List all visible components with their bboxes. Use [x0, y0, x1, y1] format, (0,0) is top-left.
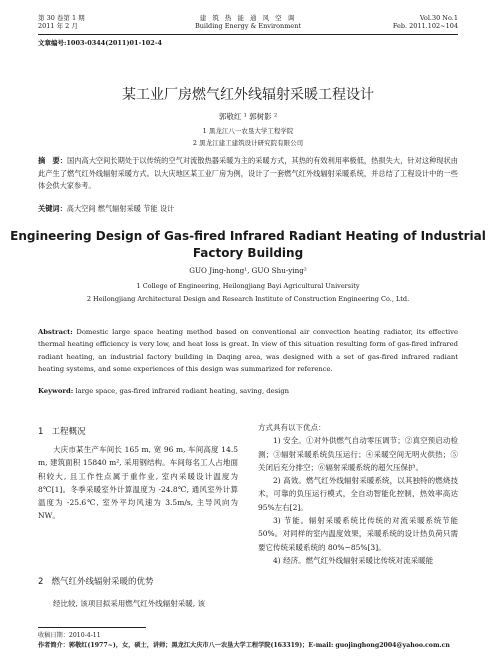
- header-rule: [38, 34, 458, 35]
- affiliation-en-1: 1 College of Engineering, Heilongjiang Bayi Agricultural University: [136, 282, 360, 290]
- advantage-energy-saving: 3) 节能。辐射采暖系统比传统的对流采暖系统节能 50%。对同样的室内温度效果，采暖系统的设计热负荷只需要它传统采暖系统的 80%~85%[3]。: [258, 516, 458, 552]
- section-1-heading: [38, 425, 86, 437]
- keywords-en: [38, 387, 458, 395]
- authors-zh: 郭敬红 ¹ 郭树影 ²: [218, 112, 278, 121]
- article-number: 文章编号:1003-0344(2011)01-102-4: [38, 39, 163, 47]
- authors-en: GUO Jing-hong¹, GUO Shu-ying²: [189, 266, 307, 275]
- paper-title-en-line2: Factory Building: [192, 246, 304, 260]
- section-1-title: 工程概况: [51, 427, 86, 437]
- section-1-number: 1: [38, 427, 44, 437]
- right-column: [258, 421, 458, 567]
- volume-issue: 第 30 卷第 1 期: [38, 14, 85, 22]
- affiliation-zh-1: 1 黑龙江八一农垦大学工程学院: [202, 127, 294, 135]
- advantage-efficiency: 2) 高效。燃气红外线辐射采暖系统，以其独特的燃烧技术，可靠的负压运行模式，全自动智能化控制，热效率高达 95%左右[2]。: [258, 476, 458, 512]
- issue-date: 2011 年 2 月: [38, 22, 78, 30]
- section-1-body: [38, 443, 238, 523]
- journal-volume-info: [38, 14, 85, 30]
- abstract-en-text: Domestic large space heating method based on conventional air convection heating radiator, its effective thermal heating efficiency is very low, and heat loss is great. In view of this situation resulting form of gas-fired infrared radiant heating, an industrial factory building in Daqing area, was designed with a set of gas-fired infrared radiant heating systems, and some experiences of this design was summarized for reference.: [38, 328, 458, 373]
- advantages-intro: 方式具有以下优点：: [258, 423, 326, 432]
- volume-issue-en: Vol.30 No.1: [419, 14, 458, 22]
- abstract-zh: [38, 155, 458, 193]
- keywords-zh-text: 高大空间 燃气辐射采暖 节能 设计: [66, 204, 175, 213]
- paper-title-en: [0, 228, 496, 262]
- journal-name-en: Building Energy & Environment: [194, 22, 302, 30]
- abstract-en-label: Abstract:: [38, 328, 73, 336]
- paper-title-en-line1: Engineering Design of Gas-fired Infrared Radiant Heating of Industrial: [10, 229, 486, 243]
- footnote-rule: [38, 627, 146, 628]
- advantage-safety: 1) 安全。①对外供燃气自动零压调节；②真空预启动检测；③辐射采暖系统负压运行；④采暖空间无明火供热；⑤关闭后充分排空；⑥辐射采暖系统的超欠压保护。: [258, 436, 458, 472]
- affiliation-zh-2: 2 黑龙江建工建筑设计研究院有限公司: [192, 139, 304, 147]
- keywords-zh-label: 关键词：: [38, 204, 67, 213]
- keywords-en-label: Keyword:: [38, 387, 74, 395]
- author-bio: 作者简介：郭敬红(1977~)，女，硕士，讲师；黑龙江大庆市八一农垦大学工程学院(163319)；E-mail: guojinghong2004@yahoo.com.cn: [38, 642, 450, 649]
- abstract-en: [38, 326, 458, 375]
- affiliation-en-2: 2 Heilongjiang Architectural Design and Research Institute of Construction Engineering Co., Ltd.: [86, 295, 410, 303]
- page-range: Feb. 2011.102~104: [392, 22, 458, 30]
- section-2-title: 燃气红外线辐射采暖的优势: [51, 577, 154, 587]
- keywords-zh: [38, 204, 458, 214]
- received-date: 收稿日期：2010-4-11: [38, 632, 101, 639]
- section-1-paragraph: 大庆市某生产车间长 165 m, 宽 96 m, 车间高度 14.5 m, 建筑面积 15840 m², 采用钢结构。车间每名工人占地面积较大, 且工作性点属于重作业, 室内采暖设计温度为 8℃[1]。冬季采暖室外计算温度为 -24.8℃, 通风室外计算温度为 -25.6℃, 室外平均风速为 3.5m/s, 主导风向为 NW。: [38, 445, 238, 521]
- advantage-economy: 4) 经济。燃气红外线辐射采暖比传统对流采暖能: [273, 555, 434, 565]
- section-2-body: [38, 597, 238, 610]
- section-2-paragraph: 经比较, 该项目拟采用燃气红外线辐射采暖, 该: [53, 599, 206, 608]
- journal-name: [160, 14, 336, 30]
- abstract-zh-label: 摘 要：: [38, 156, 67, 165]
- keywords-en-text: large space, gas-fired infrared radiant heating, saving, design: [75, 387, 290, 395]
- abstract-zh-text: 国内高大空间长期处于以传统的空气对流散热器采暖为主的采暖方式，其热的有效利用率极低，热损失大，针对这种现状由此产生了燃气红外线辐射采暖方式。以大庆地区某工业厂房为例，设计了一套燃气红外线辐射采暖系统，并总结了工程设计中的一些体会供大家参考。: [38, 156, 458, 190]
- section-2-heading: [38, 575, 154, 587]
- section-2-number: 2: [38, 577, 44, 587]
- journal-volume-en: [393, 14, 458, 30]
- paper-title-zh: 某工业厂房燃气红外线辐射采暖工程设计: [122, 87, 374, 103]
- journal-name-zh: 建 筑 热 能 通 风 空 调: [199, 14, 297, 22]
